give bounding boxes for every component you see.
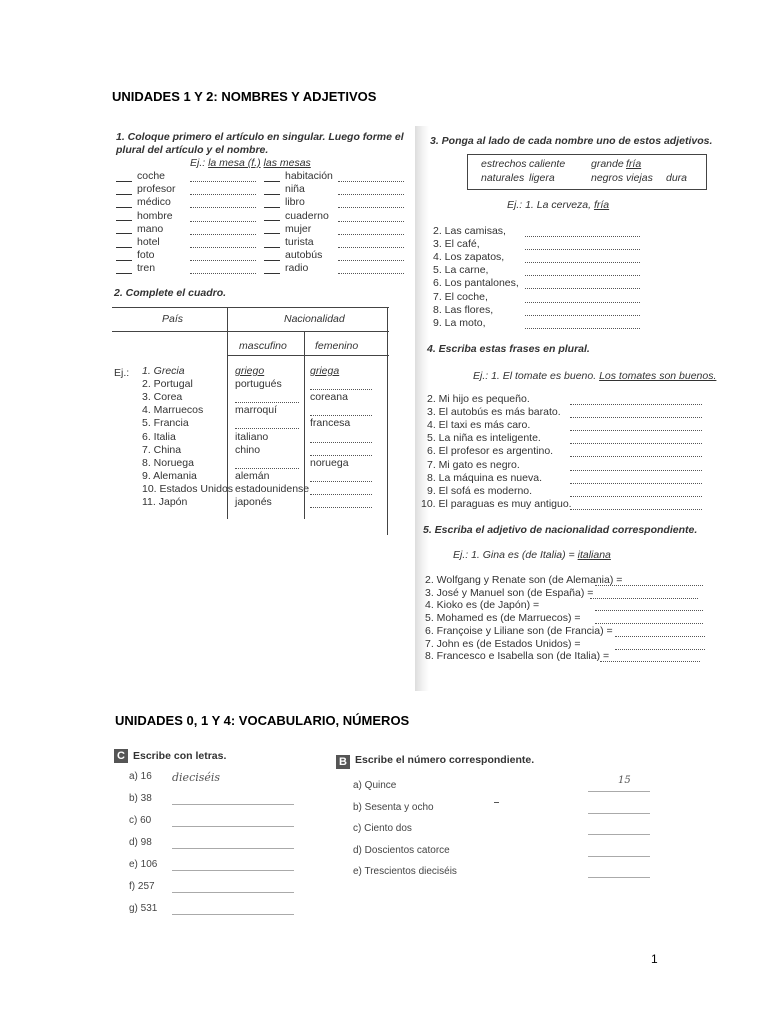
exB-item-4: e) Trescientos dieciséis xyxy=(353,866,457,877)
fem-0: griega xyxy=(310,365,340,377)
ex4-item-6: 8. La máquina es nueva. xyxy=(427,471,542,484)
country-4: 5. Francia xyxy=(142,417,189,430)
masc-blank-2 xyxy=(235,402,299,403)
answer-line-left xyxy=(190,207,256,208)
answer-line-left xyxy=(190,247,256,248)
ex4-answer-line xyxy=(570,483,702,484)
fem-blank-10 xyxy=(310,507,372,508)
answer-line-left xyxy=(190,181,256,182)
fem-blank-6 xyxy=(310,455,372,456)
answer-line-left xyxy=(190,194,256,195)
exercise-3-example xyxy=(507,200,609,211)
noun-right-1 xyxy=(264,184,305,195)
exB-answer-line xyxy=(588,877,650,878)
country-7: 8. Noruega xyxy=(142,456,194,469)
exercise-2-instruction: 2. Complete el cuadro. xyxy=(114,287,227,299)
exercise-3-instruction: 3. Ponga al lado de cada nombre uno de estos adjetivos. xyxy=(430,135,713,147)
fem-blank-5 xyxy=(310,442,372,443)
badge-c: C xyxy=(114,749,128,763)
noun-left-label: mano xyxy=(137,222,164,235)
masc-8: alemán xyxy=(235,469,270,482)
ex5-item-5: 7. John es (de Estados Unidos) = xyxy=(425,637,581,650)
exB-item-2: c) Ciento dos xyxy=(353,823,412,834)
ex4-item-7: 9. El sofá es moderno. xyxy=(427,484,533,497)
noun-right-2 xyxy=(264,197,305,208)
exB-answer-line xyxy=(588,834,650,835)
ex3-item-6: 8. Las flores, xyxy=(433,303,494,316)
ex3-answer-line xyxy=(525,302,640,303)
ex4-item-3: 5. La niña es inteligente. xyxy=(427,432,541,445)
exC-item-5: f) 257 xyxy=(129,881,155,892)
ex3-item-0: 2. Las camisas, xyxy=(433,225,506,237)
masc-blank-4 xyxy=(235,428,299,429)
fem-blank-9 xyxy=(310,494,372,495)
noun-right-5 xyxy=(264,237,314,248)
answer-line-right xyxy=(338,234,404,235)
example-text: Ej.: 1. El tomate es bueno. xyxy=(473,370,600,382)
ex4-answer-line xyxy=(570,470,702,471)
section-1-title: UNIDADES 1 Y 2: NOMBRES Y ADJETIVOS xyxy=(112,89,377,104)
adjective-estrechos: estrechos xyxy=(481,158,527,170)
noun-left-2 xyxy=(116,197,171,208)
ex5-answer-line xyxy=(595,623,703,624)
exercise-b-instruction: Escribe el número correspondiente. xyxy=(355,754,535,766)
stray-mark xyxy=(494,802,499,803)
exercise-1-example xyxy=(190,158,311,169)
fem-7: noruega xyxy=(310,456,349,469)
country-2: 3. Corea xyxy=(142,391,183,404)
noun-left-label: coche xyxy=(137,170,166,182)
adjective-negros: negros xyxy=(591,172,624,184)
exC-item-2: c) 60 xyxy=(129,815,152,826)
ex4-item-2: 4. El taxi es más caro. xyxy=(427,419,531,432)
exC-item-4: e) 106 xyxy=(129,859,158,870)
ex3-item-7: 9. La moto, xyxy=(433,316,486,329)
noun-right-label: cuaderno xyxy=(285,209,329,222)
ex4-answer-line xyxy=(570,404,702,405)
answer-line-right xyxy=(338,207,404,208)
adjective-dura: dura xyxy=(666,172,688,184)
adjective-ligera: ligera xyxy=(529,172,555,184)
exC-item-0: a) 16 xyxy=(129,771,152,782)
exB-answer-line xyxy=(588,856,650,857)
ex3-answer-line xyxy=(525,236,640,237)
country-10: 11. Japón xyxy=(142,496,188,508)
noun-right-3 xyxy=(264,211,329,222)
ex5-answer-line xyxy=(595,585,703,586)
exercise-3-5-scan xyxy=(415,126,717,691)
country-6: 7. China xyxy=(142,443,182,456)
country-8: 9. Alemania xyxy=(142,469,197,482)
noun-right-label: libro xyxy=(285,196,305,209)
noun-left-0 xyxy=(116,171,165,182)
exB-item-0: a) Quince xyxy=(353,780,397,791)
example-plural: las mesas xyxy=(263,157,311,169)
ex5-item-2: 4. Kioko es (de Japón) = xyxy=(425,599,540,612)
exB-answer-line xyxy=(588,791,650,792)
noun-left-label: foto xyxy=(137,249,155,262)
country-1: 2. Portugal xyxy=(142,378,193,391)
example-prefix: Ej.: xyxy=(190,157,209,169)
masc-3: marroquí xyxy=(235,404,278,417)
header-femenino: femenino xyxy=(315,340,359,352)
answer-line-left xyxy=(190,234,256,235)
badge-b: B xyxy=(336,755,350,769)
ex3-answer-line xyxy=(525,288,640,289)
answer-line-right xyxy=(338,221,404,222)
noun-right-label: niña xyxy=(285,183,305,196)
ex3-answer-line xyxy=(525,262,640,263)
noun-left-label: médico xyxy=(137,196,171,209)
header-nacionalidad: Nacionalidad xyxy=(284,313,345,325)
example-answer: italiana xyxy=(577,549,611,561)
answer-line-right xyxy=(338,194,404,195)
table-ej-label: Ej.: xyxy=(114,367,130,379)
ex5-answer-line xyxy=(615,649,705,650)
exercise-1-2-scan xyxy=(112,125,412,535)
exB-answer-line xyxy=(588,813,650,814)
ex5-item-0: 2. Wolfgang y Renate son (de Alemania) = xyxy=(425,574,623,586)
ex4-answer-line xyxy=(570,456,702,457)
noun-right-0 xyxy=(264,171,333,182)
ex5-answer-line xyxy=(615,636,705,637)
adjective-fría: fría xyxy=(626,158,642,170)
noun-right-4 xyxy=(264,224,311,235)
adjective-viejas: viejas xyxy=(626,172,653,184)
header-pais: País xyxy=(162,313,184,325)
masc-6: chino xyxy=(235,443,261,456)
ex4-answer-line xyxy=(570,443,702,444)
noun-left-4 xyxy=(116,224,163,235)
answer-line-left xyxy=(190,260,256,261)
exC-item-6: g) 531 xyxy=(129,903,158,914)
ex5-answer-line xyxy=(600,661,700,662)
ex5-item-3: 5. Mohamed es (de Marruecos) = xyxy=(425,612,581,625)
noun-left-1 xyxy=(116,184,176,195)
exC-answer-line xyxy=(172,804,294,805)
ex3-item-5: 7. El coche, xyxy=(433,290,488,303)
fem-blank-1 xyxy=(310,389,372,390)
exC-answer-line xyxy=(172,914,294,915)
noun-left-label: profesor xyxy=(137,183,176,196)
country-9: 10. Estados Unidos xyxy=(142,482,234,495)
noun-right-label: mujer xyxy=(285,222,312,235)
ex4-answer-line xyxy=(570,496,702,497)
masc-10: japonés xyxy=(235,496,272,508)
answer-line-right xyxy=(338,181,404,182)
ex4-answer-line xyxy=(570,509,702,510)
ex3-answer-line xyxy=(525,328,640,329)
exC-answer-line xyxy=(172,826,294,827)
example-answer: fría xyxy=(593,199,610,211)
answer-b-a: 15 xyxy=(618,775,631,786)
noun-left-5 xyxy=(116,237,160,248)
exB-item-3: d) Doscientos catorce xyxy=(353,844,450,856)
exercise-1-instruction: 1. Coloque primero el artículo en singular. Luego forme el plural del artículo y el nombre. xyxy=(116,131,404,156)
ex5-item-4: 6. Françoise y Liliane son (de Francia) = xyxy=(425,624,613,637)
noun-right-6 xyxy=(264,250,322,261)
answer-line-left xyxy=(190,221,256,222)
ex4-item-4: 6. El profesor es argentino. xyxy=(427,445,554,458)
exC-item-1: b) 38 xyxy=(129,793,152,804)
adjective-naturales: naturales xyxy=(481,172,525,184)
header-masculino: mascufino xyxy=(239,340,287,352)
noun-left-7 xyxy=(116,263,155,274)
example-text: Ej.: 1. La cerveza, xyxy=(507,199,594,211)
ex3-item-3: 5. La carne, xyxy=(433,264,489,277)
noun-left-label: hotel xyxy=(137,236,160,248)
ex5-answer-line xyxy=(595,610,703,611)
masc-1: portugués xyxy=(235,378,282,391)
country-0: 1. Grecia xyxy=(142,365,185,377)
fem-4: francesa xyxy=(310,417,351,430)
noun-right-label: autobús xyxy=(285,249,323,262)
noun-right-label: radio xyxy=(285,262,309,275)
exC-answer-line xyxy=(172,848,294,849)
ex4-answer-line xyxy=(570,430,702,431)
ex4-item-1: 3. El autobús es más barato. xyxy=(427,406,561,419)
ex5-item-1: 3. José y Manuel son (de España) = xyxy=(425,586,594,599)
example-answer: Los tomates son buenos. xyxy=(599,370,717,382)
page-number: 1 xyxy=(651,952,658,966)
ex4-answer-line xyxy=(570,417,702,418)
noun-left-6 xyxy=(116,250,155,261)
adjective-grande: grande xyxy=(591,158,624,170)
fem-blank-3 xyxy=(310,415,372,416)
country-5: 6. Italia xyxy=(142,430,176,443)
answer-line-right xyxy=(338,273,404,274)
ex3-item-1: 3. El café, xyxy=(433,238,480,251)
country-3: 4. Marruecos xyxy=(142,404,204,417)
noun-left-3 xyxy=(116,211,173,222)
section-2-title: UNIDADES 0, 1 Y 4: VOCABULARIO, NÚMEROS xyxy=(115,713,410,728)
noun-right-label: turista xyxy=(285,236,314,248)
noun-left-label: hombre xyxy=(137,209,173,222)
noun-left-label: tren xyxy=(137,262,156,275)
exercise-5-instruction: 5. Escriba el adjetivo de nacionalidad correspondiente. xyxy=(423,524,698,536)
ex3-item-4: 6. Los pantalones, xyxy=(433,277,519,290)
answer-c-a: dieciséis xyxy=(172,771,221,784)
exercise-4-instruction: 4. Escriba estas frases en plural. xyxy=(427,343,590,355)
noun-right-7 xyxy=(264,263,308,274)
fem-2: coreana xyxy=(310,391,348,404)
ex3-answer-line xyxy=(525,249,640,250)
masc-0: griego xyxy=(235,365,265,377)
noun-right-label: habitación xyxy=(285,170,333,182)
ex3-answer-line xyxy=(525,315,640,316)
ex4-item-0: 2. Mi hijo es pequeño. xyxy=(427,393,530,405)
ex3-item-2: 4. Los zapatos, xyxy=(433,251,505,264)
example-singular: la mesa (f.) xyxy=(208,157,261,169)
adjective-caliente: caliente xyxy=(529,158,566,170)
exercise-5-example xyxy=(453,550,611,561)
exC-answer-line xyxy=(172,892,294,893)
fem-blank-8 xyxy=(310,481,372,482)
masc-9: estadounidense xyxy=(235,482,310,495)
ex3-answer-line xyxy=(525,275,640,276)
answer-line-right xyxy=(338,247,404,248)
ex4-item-5: 7. Mi gato es negro. xyxy=(427,458,520,471)
answer-line-right xyxy=(338,260,404,261)
exercise-4-example xyxy=(473,371,716,382)
ex5-answer-line xyxy=(590,598,698,599)
ex5-item-6: 8. Francesco e Isabella son (de Italia) = xyxy=(425,650,610,663)
answer-line-left xyxy=(190,273,256,274)
masc-blank-7 xyxy=(235,468,299,469)
exB-item-1: b) Sesenta y ocho xyxy=(353,801,434,813)
exC-item-3: d) 98 xyxy=(129,837,152,848)
masc-5: italiano xyxy=(235,430,269,443)
exC-answer-line xyxy=(172,870,294,871)
exercise-c-instruction: Escribe con letras. xyxy=(133,750,227,762)
example-text: Ej.: 1. Gina es (de Italia) = xyxy=(453,549,578,561)
ex4-item-8: 10. El paraguas es muy antiguo. xyxy=(421,497,572,510)
